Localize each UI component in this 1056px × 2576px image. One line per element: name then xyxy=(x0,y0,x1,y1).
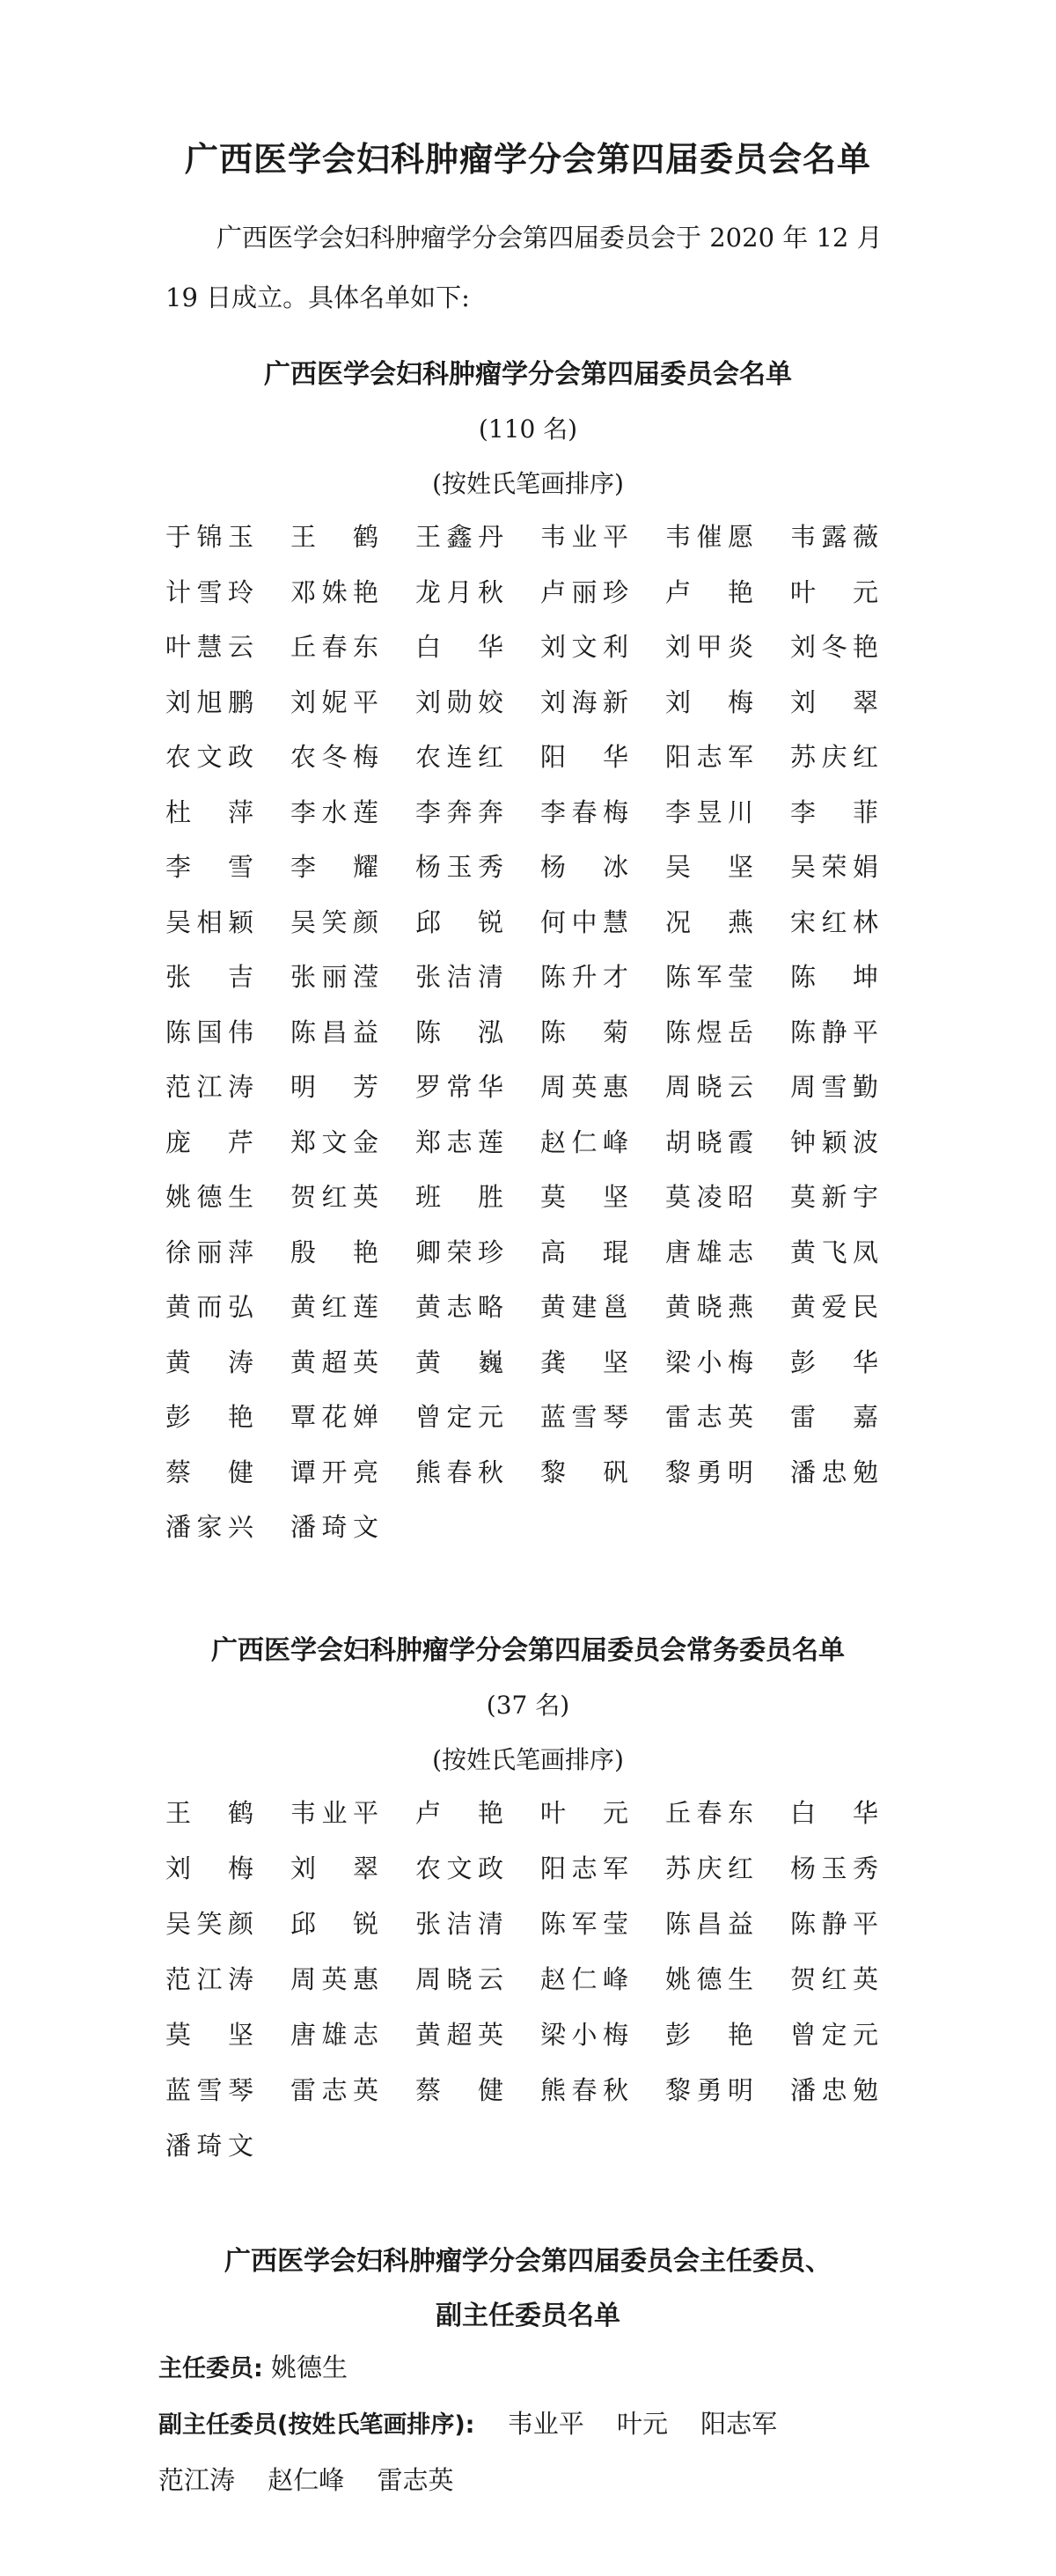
name-cell: 吴荣娟 xyxy=(790,852,878,882)
name-cell: 宋红林 xyxy=(790,906,878,937)
name-cell: 刘冬艳 xyxy=(790,632,878,662)
name-cell: 刘翠 xyxy=(790,686,878,717)
name-cell: 姚德生 xyxy=(665,1964,753,1994)
name-cell: 刘梅 xyxy=(165,1853,253,1883)
name-cell: 李春梅 xyxy=(540,796,628,827)
name-cell: 庞芹 xyxy=(165,1127,253,1157)
name-cell: 曾定元 xyxy=(790,2020,878,2050)
name-cell: 刘妮平 xyxy=(290,686,378,717)
name-cell: 覃花婵 xyxy=(290,1402,378,1432)
name-cell: 潘忠勉 xyxy=(790,1457,878,1487)
name-cell: 刘甲炎 xyxy=(665,632,753,662)
name-cell: 蔡健 xyxy=(165,1457,253,1487)
name-cell: 吴笑颜 xyxy=(165,1909,253,1939)
name-cell: 刘旭鹏 xyxy=(165,686,253,717)
vice-chair-name: 叶元 xyxy=(616,2409,668,2439)
name-cell: 卢艳 xyxy=(415,1798,503,1828)
vice-chair-name: 雷志英 xyxy=(377,2465,454,2495)
name-cell: 张丽滢 xyxy=(290,962,378,992)
vice-chair-name: 范江涛 xyxy=(158,2465,236,2495)
name-cell: 于锦玉 xyxy=(165,522,253,552)
committee-order-note: (按姓氏笔画排序) xyxy=(432,469,624,498)
name-cell: 徐丽萍 xyxy=(165,1237,253,1267)
name-cell: 罗常华 xyxy=(415,1072,503,1102)
name-cell: 刘梅 xyxy=(665,686,753,717)
name-cell: 丘春东 xyxy=(665,1798,753,1828)
leaders-title-line-1: 广西医学会妇科肿瘤学分会第四届委员会主任委员、 xyxy=(224,2246,832,2277)
name-cell: 姚德生 xyxy=(165,1182,253,1212)
name-cell: 彭艳 xyxy=(165,1402,253,1432)
name-cell: 吴坚 xyxy=(665,852,753,882)
name-cell: 梁小梅 xyxy=(540,2020,628,2050)
name-cell: 潘琦文 xyxy=(290,1512,378,1542)
name-cell: 李奔奔 xyxy=(415,796,503,827)
name-cell: 张吉 xyxy=(165,962,253,992)
name-cell: 苏庆红 xyxy=(665,1853,753,1883)
name-cell: 黄红莲 xyxy=(290,1292,378,1322)
name-cell: 叶元 xyxy=(540,1798,628,1828)
name-cell: 黄超英 xyxy=(415,2020,503,2050)
name-cell: 班胜 xyxy=(415,1182,503,1212)
name-cell: 吴笑颜 xyxy=(290,906,378,937)
name-cell: 陈静平 xyxy=(790,1909,878,1939)
name-cell: 蔡健 xyxy=(415,2075,503,2105)
name-cell: 周英惠 xyxy=(290,1964,378,1994)
vice-chair-line-2 xyxy=(158,2461,478,2497)
name-cell: 曾定元 xyxy=(415,1402,503,1432)
name-cell: 蓝雪琴 xyxy=(540,1402,628,1432)
intro-line-2: 19 日成立。具体名单如下: xyxy=(165,283,470,312)
name-cell: 陈煜岳 xyxy=(665,1016,753,1047)
standing-order-note: (按姓氏笔画排序) xyxy=(432,1745,624,1774)
name-cell: 龙月秋 xyxy=(415,576,503,607)
name-cell: 贺红英 xyxy=(290,1182,378,1212)
name-cell: 黄巍 xyxy=(415,1347,503,1377)
name-cell: 叶慧云 xyxy=(165,632,253,662)
name-cell: 熊春秋 xyxy=(415,1457,503,1487)
name-cell: 王鹤 xyxy=(290,522,378,552)
name-cell: 叶元 xyxy=(790,576,878,607)
name-cell: 农文政 xyxy=(165,742,253,772)
name-cell: 莫凌昭 xyxy=(665,1182,753,1212)
name-cell: 邱锐 xyxy=(290,1909,378,1939)
name-cell: 邱锐 xyxy=(415,906,503,937)
leaders-title-line-2: 副主任委员名单 xyxy=(436,2301,620,2331)
name-cell: 唐雄志 xyxy=(665,1237,753,1267)
name-cell: 陈昌益 xyxy=(290,1016,378,1047)
name-cell: 刘翠 xyxy=(290,1853,378,1883)
standing-title: 广西医学会妇科肿瘤学分会第四届委员会常务委员名单 xyxy=(211,1635,845,1666)
name-cell: 张洁清 xyxy=(415,962,503,992)
main-title: 广西医学会妇科肿瘤学分会第四届委员会名单 xyxy=(184,140,871,179)
chair-name: 姚德生 xyxy=(271,2352,348,2382)
name-cell: 况燕 xyxy=(665,906,753,937)
name-cell: 彭华 xyxy=(790,1347,878,1377)
intro-paragraph xyxy=(165,208,896,327)
vice-chair-line xyxy=(158,2404,802,2440)
name-cell: 白华 xyxy=(415,632,503,662)
name-cell: 黄而弘 xyxy=(165,1292,253,1322)
name-cell: 赵仁峰 xyxy=(540,1964,628,1994)
name-cell: 钟颖波 xyxy=(790,1127,878,1157)
name-cell: 李菲 xyxy=(790,796,878,827)
vice-chair-name: 赵仁峰 xyxy=(268,2465,345,2495)
name-cell: 农冬梅 xyxy=(290,742,378,772)
name-cell: 黄建邕 xyxy=(540,1292,628,1322)
name-cell: 丘春东 xyxy=(290,632,378,662)
vice-chair-name: 阳志军 xyxy=(700,2409,778,2439)
name-cell: 莫坚 xyxy=(540,1182,628,1212)
name-cell: 农连红 xyxy=(415,742,503,772)
name-cell: 潘家兴 xyxy=(165,1512,253,1542)
name-cell: 蓝雪琴 xyxy=(165,2075,253,2105)
name-cell: 潘忠勉 xyxy=(790,2075,878,2105)
name-cell: 陈昌益 xyxy=(665,1909,753,1939)
name-cell: 卢丽珍 xyxy=(540,576,628,607)
name-cell: 明芳 xyxy=(290,1072,378,1102)
name-cell: 刘海新 xyxy=(540,686,628,717)
name-cell: 卿荣珍 xyxy=(415,1237,503,1267)
name-cell: 韦业平 xyxy=(290,1798,378,1828)
name-cell: 张洁清 xyxy=(415,1909,503,1939)
name-cell: 范江涛 xyxy=(165,1072,253,1102)
name-cell: 黎勇明 xyxy=(665,1457,753,1487)
name-cell: 李耀 xyxy=(290,852,378,882)
name-cell: 韦催愿 xyxy=(665,522,753,552)
name-cell: 谭开亮 xyxy=(290,1457,378,1487)
name-cell: 黄飞凤 xyxy=(790,1237,878,1267)
name-cell: 刘勋姣 xyxy=(415,686,503,717)
name-cell: 周英惠 xyxy=(540,1072,628,1102)
name-cell: 贺红英 xyxy=(790,1964,878,1994)
name-cell: 胡晓霞 xyxy=(665,1127,753,1157)
name-cell: 陈军莹 xyxy=(540,1909,628,1939)
name-cell: 唐雄志 xyxy=(290,2020,378,2050)
committee-title: 广西医学会妇科肿瘤学分会第四届委员会名单 xyxy=(264,359,792,390)
name-cell: 卢艳 xyxy=(665,576,753,607)
name-cell: 邓姝艳 xyxy=(290,576,378,607)
name-cell: 陈坤 xyxy=(790,962,878,992)
name-cell: 黄超英 xyxy=(290,1347,378,1377)
name-cell: 王鑫丹 xyxy=(415,522,503,552)
name-cell: 莫坚 xyxy=(165,2020,253,2050)
vice-chair-label: 副主任委员(按姓氏笔画排序): xyxy=(158,2411,475,2439)
name-cell: 杜萍 xyxy=(165,796,253,827)
name-cell: 杨玉秀 xyxy=(415,852,503,882)
name-cell: 杨冰 xyxy=(540,852,628,882)
name-cell: 雷志英 xyxy=(665,1402,753,1432)
name-cell: 韦业平 xyxy=(540,522,628,552)
name-cell: 李昱川 xyxy=(665,796,753,827)
name-cell: 雷志英 xyxy=(290,2075,378,2105)
name-cell: 阳志军 xyxy=(540,1853,628,1883)
name-cell: 黄晓燕 xyxy=(665,1292,753,1322)
name-cell: 李水莲 xyxy=(290,796,378,827)
name-cell: 刘文利 xyxy=(540,632,628,662)
name-cell: 阳志军 xyxy=(665,742,753,772)
chair-line xyxy=(158,2348,348,2384)
name-cell: 陈菊 xyxy=(540,1016,628,1047)
name-cell: 黎勇明 xyxy=(665,2075,753,2105)
name-cell: 黄志略 xyxy=(415,1292,503,1322)
name-cell: 黄涛 xyxy=(165,1347,253,1377)
name-cell: 彭艳 xyxy=(665,2020,753,2050)
name-cell: 陈军莹 xyxy=(665,962,753,992)
name-cell: 郑文金 xyxy=(290,1127,378,1157)
standing-count: (37 名) xyxy=(486,1691,570,1720)
name-cell: 周晓云 xyxy=(665,1072,753,1102)
name-cell: 梁小梅 xyxy=(665,1347,753,1377)
name-cell: 李雪 xyxy=(165,852,253,882)
name-cell: 韦露薇 xyxy=(790,522,878,552)
name-cell: 高琨 xyxy=(540,1237,628,1267)
name-cell: 潘琦文 xyxy=(165,2131,253,2161)
name-cell: 陈升才 xyxy=(540,962,628,992)
name-cell: 周晓云 xyxy=(415,1964,503,1994)
name-cell: 吴相颖 xyxy=(165,906,253,937)
name-cell: 王鹤 xyxy=(165,1798,253,1828)
name-cell: 陈静平 xyxy=(790,1016,878,1047)
name-cell: 白华 xyxy=(790,1798,878,1828)
name-cell: 熊春秋 xyxy=(540,2075,628,2105)
name-cell: 阳华 xyxy=(540,742,628,772)
name-cell: 周雪勤 xyxy=(790,1072,878,1102)
intro-line-1: 广西医学会妇科肿瘤学分会第四届委员会于 2020 年 12 月 xyxy=(216,223,883,253)
name-cell: 计雪玲 xyxy=(165,576,253,607)
name-cell: 农文政 xyxy=(415,1853,503,1883)
committee-count: (110 名) xyxy=(478,415,578,444)
name-cell: 何中慧 xyxy=(540,906,628,937)
name-cell: 赵仁峰 xyxy=(540,1127,628,1157)
vice-chair-name: 韦业平 xyxy=(507,2409,584,2439)
chair-label: 主任委员: xyxy=(158,2355,263,2382)
name-cell: 郑志莲 xyxy=(415,1127,503,1157)
name-cell: 殷艳 xyxy=(290,1237,378,1267)
name-cell: 雷嘉 xyxy=(790,1402,878,1432)
name-cell: 黎矾 xyxy=(540,1457,628,1487)
name-cell: 黄爱民 xyxy=(790,1292,878,1322)
name-cell: 苏庆红 xyxy=(790,742,878,772)
name-cell: 陈国伟 xyxy=(165,1016,253,1047)
name-cell: 陈泓 xyxy=(415,1016,503,1047)
name-cell: 莫新宇 xyxy=(790,1182,878,1212)
name-cell: 杨玉秀 xyxy=(790,1853,878,1883)
name-cell: 龚坚 xyxy=(540,1347,628,1377)
name-cell: 范江涛 xyxy=(165,1964,253,1994)
